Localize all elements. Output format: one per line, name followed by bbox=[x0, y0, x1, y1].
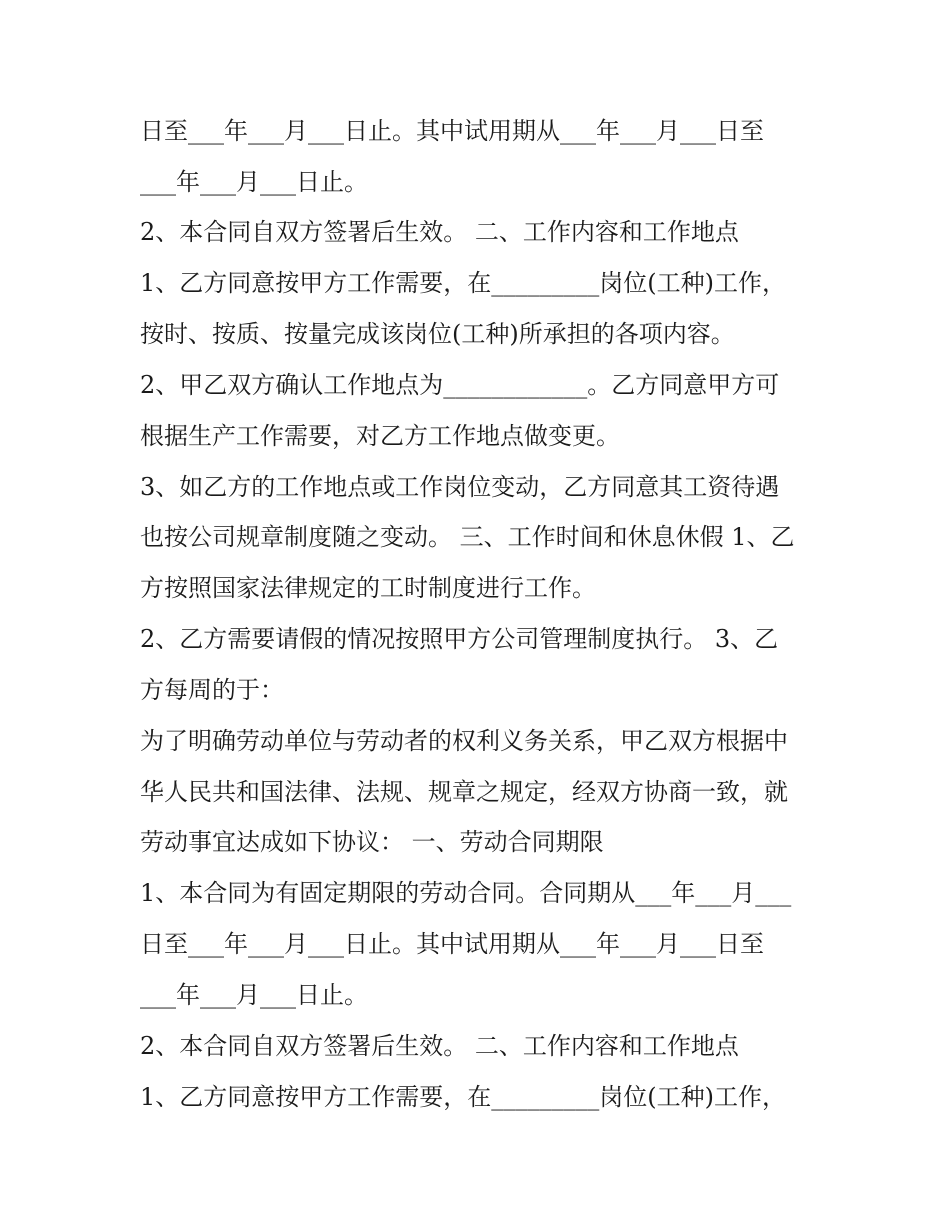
text-line: 华人民共和国法律、法规、规章之规定，经双方协商一致，就 bbox=[140, 778, 788, 806]
text-line: 3、如乙方的工作地点或工作岗位变动，乙方同意其工资待遇 bbox=[140, 473, 780, 501]
text-line: 也按公司规章制度随之变动。 三、工作时间和休息休假 1、乙 bbox=[140, 523, 795, 551]
text-line: 1、本合同为有固定期限的劳动合同。合同期从___年___月___ bbox=[140, 879, 792, 907]
text-line: 2、本合同自双方签署后生效。 二、工作内容和工作地点 bbox=[140, 1032, 739, 1060]
text-line: 根据生产工作需要，对乙方工作地点做变更。 bbox=[140, 422, 620, 450]
text-line: ___年___月___日止。 bbox=[140, 168, 368, 196]
text-line: 劳动事宜达成如下协议： 一、劳动合同期限 bbox=[140, 828, 604, 856]
text-line: 按时、按质、按量完成该岗位(工种)所承担的各项内容。 bbox=[140, 320, 735, 348]
text-line: 方每周的于： bbox=[140, 676, 284, 704]
text-line: 方按照国家法律规定的工时制度进行工作。 bbox=[140, 574, 596, 602]
text-line: 1、乙方同意按甲方工作需要，在_________岗位(工种)工作， bbox=[140, 269, 786, 297]
text-line: 日至___年___月___日止。其中试用期从___年___月___日至 bbox=[140, 930, 764, 958]
text-line: ___年___月___日止。 bbox=[140, 981, 368, 1009]
text-line: 2、甲乙双方确认工作地点为____________。乙方同意甲方可 bbox=[140, 371, 780, 399]
text-line: 日至___年___月___日止。其中试用期从___年___月___日至 bbox=[140, 117, 764, 145]
text-line: 2、乙方需要请假的情况按照甲方公司管理制度执行。 3、乙 bbox=[140, 625, 779, 653]
text-line: 为了明确劳动单位与劳动者的权利义务关系，甲乙双方根据中 bbox=[140, 727, 788, 755]
text-line: 1、乙方同意按甲方工作需要，在_________岗位(工种)工作， bbox=[140, 1083, 786, 1111]
text-line: 2、本合同自双方签署后生效。 二、工作内容和工作地点 bbox=[140, 218, 739, 246]
